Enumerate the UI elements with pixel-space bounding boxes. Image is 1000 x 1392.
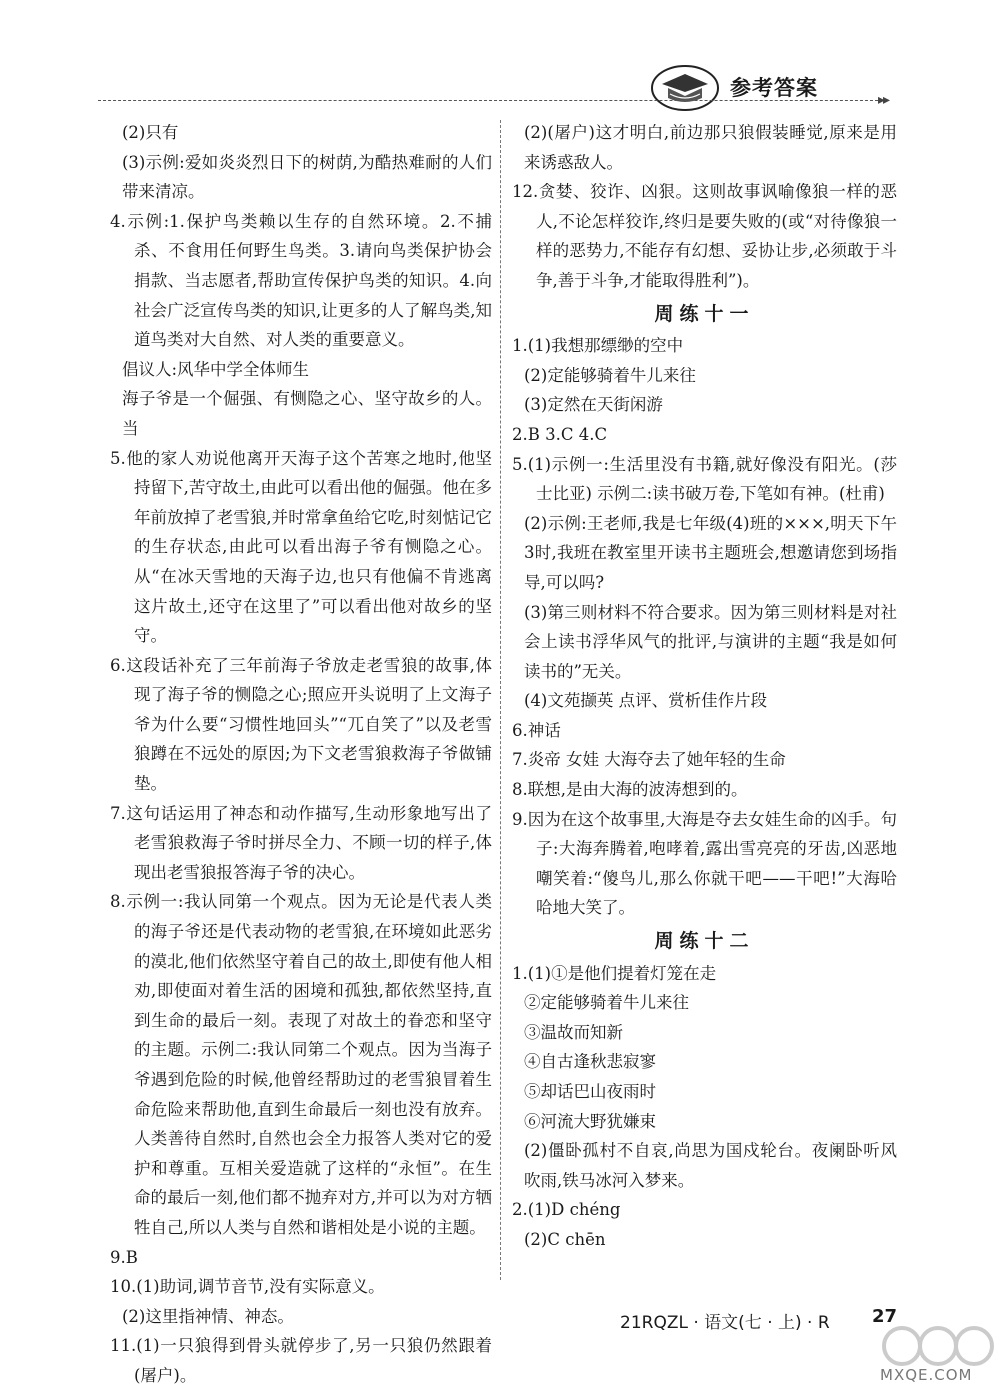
- answer-item: 8.示例一:我认同第一个观点。因为无论是代表人类的海子爷还是代表动物的老雪狼,在环境如此恶劣的漠北,他们依然坚守着自己的故土,即使有他人相劝,即使面对着生活的困境和孤独,都依然坚持,直到生命的最后一刻。表现了对故土的眷恋和坚守的主题。示例二:我认同第二个观点。因为当海子爷遇到危险的时候,他曾经帮助过的老雪狼冒着生命危险来帮助他,直到生命最后一刻也没有放弃。人类善待自然时,自然也会全力报答人类对它的爱护和尊重。互相关爱造就了这样的“永恒”。在生命的最后一刻,他们都不抛弃对方,并可以为对方牺牲自己,所以人类与自然和谐相处是小说的主题。: [110, 892, 492, 1237]
- answer-item: 8.联想,是由大海的波涛想到的。: [512, 780, 748, 800]
- answer-item: (2)僵卧孤村不自哀,尚思为国戍轮台。夜阑卧听风吹雨,铁马冰河入梦来。: [524, 1141, 897, 1190]
- answer-item: ⑤却话巴山夜雨时: [524, 1082, 656, 1101]
- answer-item: 1.(1)①是他们提着灯笼在走: [512, 963, 717, 983]
- answer-item: 5.他的家人劝说他离开天海子这个苦寒之地时,他坚持留下,苦守故土,由此可以看出他的倔强。他在多年前放掉了老雪狼,并时常拿鱼给它吃,时刻惦记它的生存状态,由此可以看出海子爷有恻隐之心。从“在冰天雪地的天海子边,也只有他偏不肯逃离这片故土,还守在这里了”可以看出他对故乡的坚守。: [110, 448, 492, 646]
- answer-item: (2)只有: [122, 123, 179, 142]
- answer-item: 9.B: [110, 1247, 138, 1267]
- header-arrow-icon: ▸▸: [878, 92, 889, 108]
- left-column: [110, 118, 492, 1391]
- answer-item: (3)定然在天街闲游: [524, 395, 663, 415]
- answer-item: (2)C chēn: [524, 1229, 606, 1249]
- answer-item: ④自古逢秋悲寂寥: [524, 1052, 656, 1072]
- answer-item: (3)第三则材料不符合要求。因为第三则材料是对社会上读书浮华风气的批评,与演讲的主题“我是如何读书的”无关。: [524, 602, 897, 681]
- answer-item: 4.示例:1.保护鸟类赖以生存的自然环境。2.不捕杀、不食用任何野生鸟类。3.请向鸟类保护协会捐款、当志愿者,帮助宣传保护鸟类的知识。4.向社会广泛宣传鸟类的知识,让更多的人了解鸟类,知道鸟类对大自然、对人类的重要意义。: [110, 211, 492, 350]
- answer-item: 2.(1)D chéng: [512, 1200, 621, 1220]
- answer-item: 5.(1)示例一:生活里没有书籍,就好像没有阳光。(莎士比亚) 示例二:读书破万卷,下笔如有神。(杜甫): [512, 454, 897, 504]
- answer-item: (2)定能够骑着牛儿来往: [524, 365, 696, 385]
- page-header: [0, 0, 1000, 110]
- answer-item: ⑥河流大野犹嫌束: [524, 1111, 656, 1131]
- answer-item: 6.神话: [512, 720, 561, 740]
- answer-item: (2)这里指神情、神态。: [122, 1306, 294, 1326]
- answer-item: 1.(1)我想那缥缈的空中: [512, 336, 684, 356]
- answer-item: 12.贪婪、狡诈、凶狠。这则故事讽喻像狼一样的恶人,不论怎样狡诈,终归是要失败的(或“对待像狼一样的恶势力,不能存有幻想、妥协让步,必须敢于斗争,善于斗争,才能取得胜利”)。: [512, 182, 897, 290]
- footer-code: 21RQZL · 语文(七 · 上) · R: [620, 1313, 830, 1333]
- book-logo-icon: [650, 58, 720, 112]
- answer-item: 7.炎帝 女娃 大海夺去了她年轻的生命: [512, 750, 786, 770]
- answer-item: 2.B 3.C 4.C: [512, 424, 608, 444]
- right-column: [512, 118, 897, 1255]
- watermark-text: MXQE.COM: [880, 1366, 973, 1384]
- answer-item: 10.(1)助词,调节音节,没有实际意义。: [110, 1277, 385, 1297]
- answer-item: (2)(屠户)这才明白,前边那只狼假装睡觉,原来是用来诱惑敌人。: [524, 123, 897, 172]
- answer-item: 海子爷是一个倔强、有恻隐之心、坚守故乡的人。当: [122, 389, 492, 438]
- answer-item: 7.这句话运用了神态和动作描写,生动形象地写出了老雪狼救海子爷时拼尽全力、不顾一切的样子,体现出老雪狼报答海子爷的决心。: [110, 803, 492, 882]
- section-title-week-12: 周练十二: [654, 930, 755, 953]
- answer-item: ②定能够骑着牛儿来往: [524, 993, 689, 1013]
- section-title-week-11: 周练十一: [654, 302, 755, 325]
- answer-item: 9.因为在这个故事里,大海是夺去女娃生命的凶手。句子:大海奔腾着,咆哮着,露出雪亮亮的牙齿,凶恶地嘲笑着:“傻鸟儿,那么你就干吧——干吧!”大海哈哈地大笑了。: [512, 809, 897, 918]
- answer-item: 倡议人:风华中学全体师生: [122, 359, 310, 379]
- answer-item: 6.这段话补充了三年前海子爷放走老雪狼的故事,体现了海子爷的恻隐之心;照应开头说明了上文海子爷为什么要“习惯性地回头”“兀自笑了”以及老雪狼蹲在不远处的原因;为下文老雪狼救海子爷做铺垫。: [110, 655, 492, 794]
- answer-item: ③温故而知新: [524, 1022, 623, 1042]
- page-number: 27: [872, 1306, 898, 1327]
- header-title: 参考答案: [730, 76, 818, 100]
- answer-item: (2)示例:王老师,我是七年级(4)班的×××,明天下午3时,我班在教室里开读书主题班会,想邀请您到场指导,可以吗?: [524, 513, 897, 592]
- answer-item: (3)示例:爱如炎炎烈日下的树荫,为酷热难耐的人们带来清凉。: [122, 152, 492, 202]
- header-rule: [98, 100, 878, 101]
- answer-item: (4)文苑撷英 点评、赏析佳作片段: [524, 691, 768, 711]
- answer-item: 11.(1)一只狼得到骨头就停步了,另一只狼仍然跟着(屠户)。: [110, 1336, 492, 1385]
- column-divider: [500, 120, 501, 1280]
